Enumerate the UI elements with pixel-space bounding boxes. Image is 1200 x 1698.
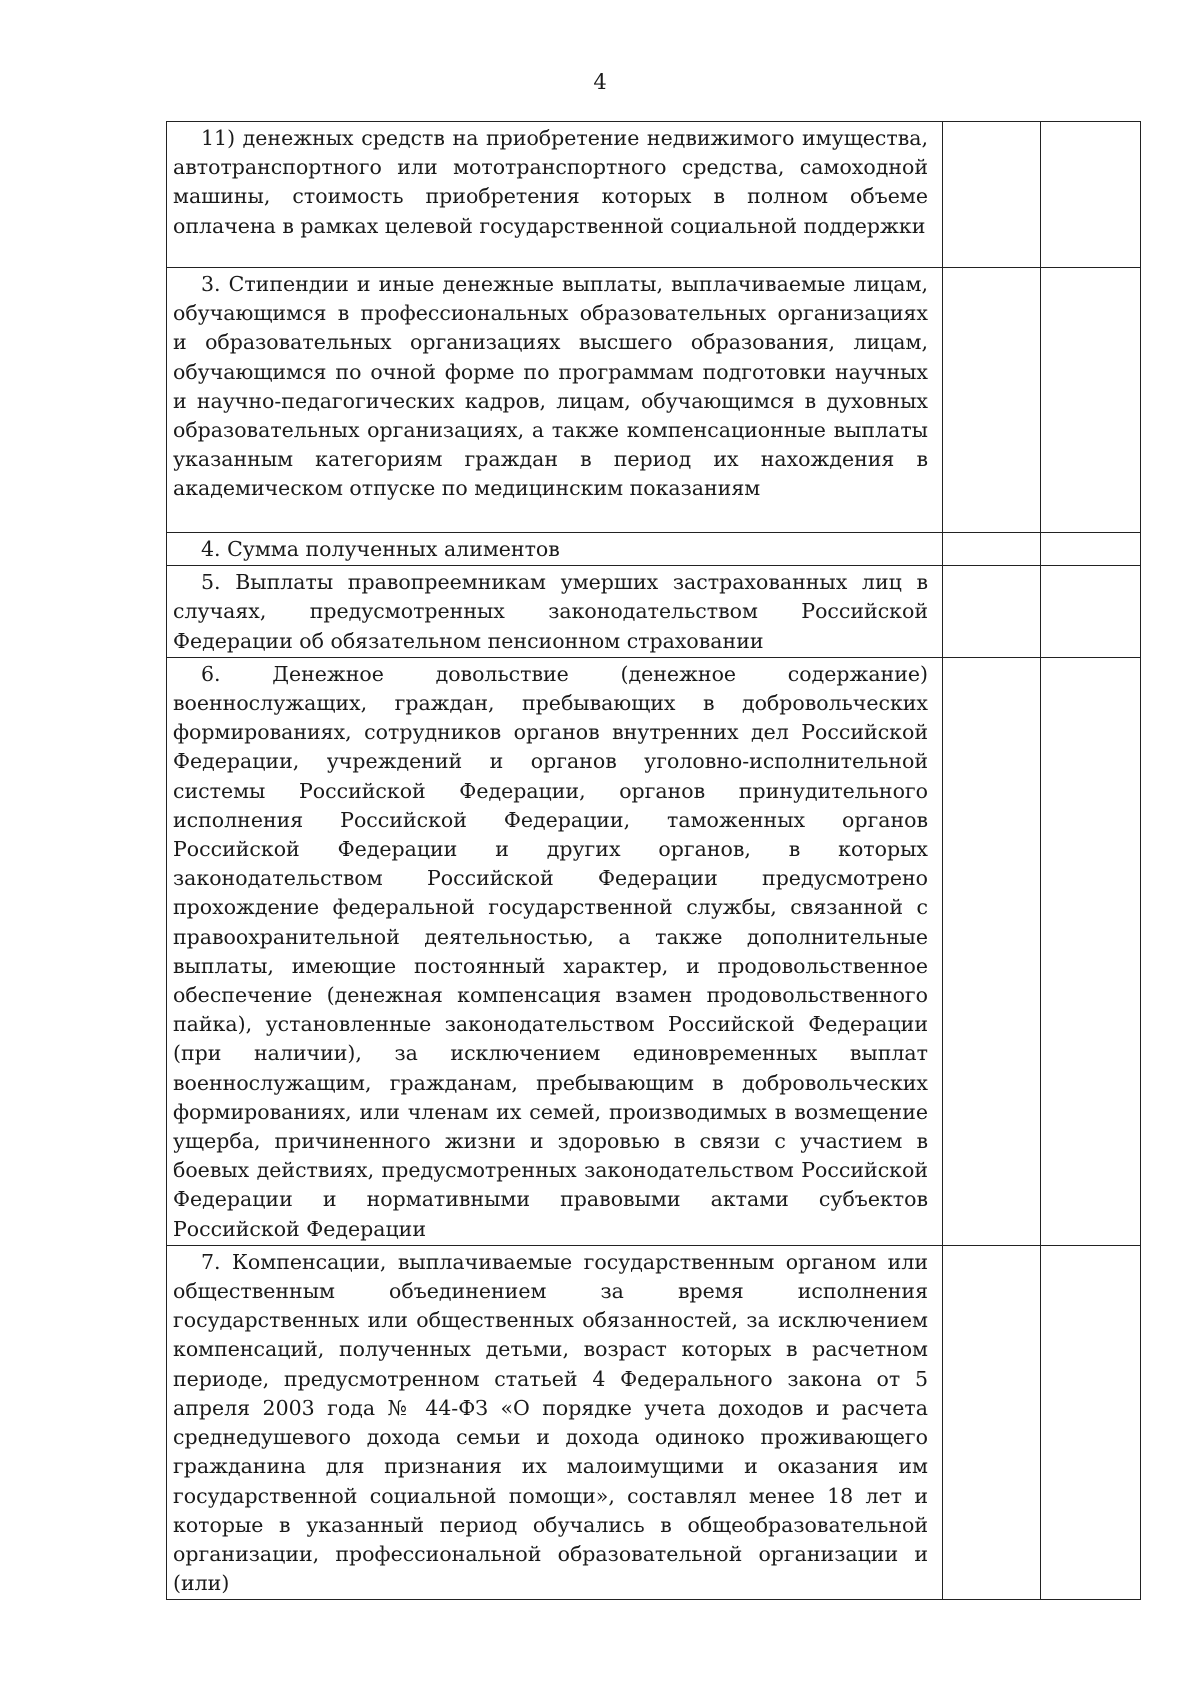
page-number: 4 bbox=[593, 70, 607, 94]
table-row bbox=[167, 1245, 1141, 1599]
value-cell-b bbox=[1041, 1245, 1141, 1599]
value-cell-a bbox=[943, 657, 1041, 1245]
value-cell-a bbox=[943, 1245, 1041, 1599]
table-row bbox=[167, 268, 1141, 533]
table-row bbox=[167, 566, 1141, 658]
value-cell-b bbox=[1041, 657, 1141, 1245]
row-text-cell: 4. Сумма полученных алиментов bbox=[167, 533, 943, 566]
value-cell-b bbox=[1041, 122, 1141, 268]
row-text-cell: 5. Выплаты правопреемникам умерших застрахованных лиц в случаях, предусмотренных законодательством Российской Федерации об обязательном пенсионном страховании bbox=[167, 566, 943, 658]
row-text-cell: 7. Компенсации, выплачиваемые государственным органом или общественным объединением за время исполнения государственных или общественных обязанностей, за исключением компенсаций, полученных детьми, возраст которых в расчетном периоде, предусмотренном статьей 4 Федерального закона от 5 апреля 2003 года № 44-ФЗ «О порядке учета доходов и расчета среднедушевого дохода семьи и дохода одиноко проживающего гражданина для признания их малоимущими и оказания им государственной социальной помощи», составлял менее 18 лет и которые в указанный период обучались в общеобразовательной организации, профессиональной образовательной организации и (или) bbox=[167, 1245, 943, 1599]
value-cell-b bbox=[1041, 268, 1141, 533]
value-cell-a bbox=[943, 268, 1041, 533]
table-row bbox=[167, 533, 1141, 566]
value-cell-a bbox=[943, 533, 1041, 566]
row-text-cell: 6. Денежное довольствие (денежное содержание) военнослужащих, граждан, пребывающих в добровольческих формированиях, сотрудников органов внутренних дел Российской Федерации, учреждений и органов уголовно-исполнительной системы Российской Федерации, органов принудительного исполнения Российской Федерации, таможенных органов Российской Федерации и других органов, в которых законодательством Российской Федерации предусмотрено прохождение федеральной государственной службы, связанной с правоохранительной деятельностью, а также дополнительные выплаты, имеющие постоянный характер, и продовольственное обеспечение (денежная компенсация взамен продовольственного пайка), установленные законодательством Российской Федерации (при наличии), за исключением единовременных выплат военнослужащим, гражданам, пребывающим в добровольческих формированиях, или членам их семей, производимых в возмещение ущерба, причиненного жизни и здоровью в связи с участием в боевых действиях, предусмотренных законодательством Российской Федерации и нормативными правовыми актами субъектов Российской Федерации bbox=[167, 657, 943, 1245]
value-cell-a bbox=[943, 122, 1041, 268]
income-table bbox=[166, 121, 1141, 1600]
row-text-cell: 3. Стипендии и иные денежные выплаты, выплачиваемые лицам, обучающимся в профессиональных образовательных организациях и образовательных организациях высшего образования, лицам, обучающимся по очной форме по программам подготовки научных и научно-педагогических кадров, лицам, обучающимся в духовных образовательных организациях, а также компенсационные выплаты указанным категориям граждан в период их нахождения в академическом отпуске по медицинским показаниям bbox=[167, 268, 943, 533]
table-row bbox=[167, 122, 1141, 268]
table-row bbox=[167, 657, 1141, 1245]
value-cell-b bbox=[1041, 566, 1141, 658]
value-cell-b bbox=[1041, 533, 1141, 566]
row-text-cell: 11) денежных средств на приобретение недвижимого имущества, автотранспортного или мототранспортного средства, самоходной машины, стоимость приобретения которых в полном объеме оплачена в рамках целевой государственной социальной поддержки bbox=[167, 122, 943, 268]
value-cell-a bbox=[943, 566, 1041, 658]
